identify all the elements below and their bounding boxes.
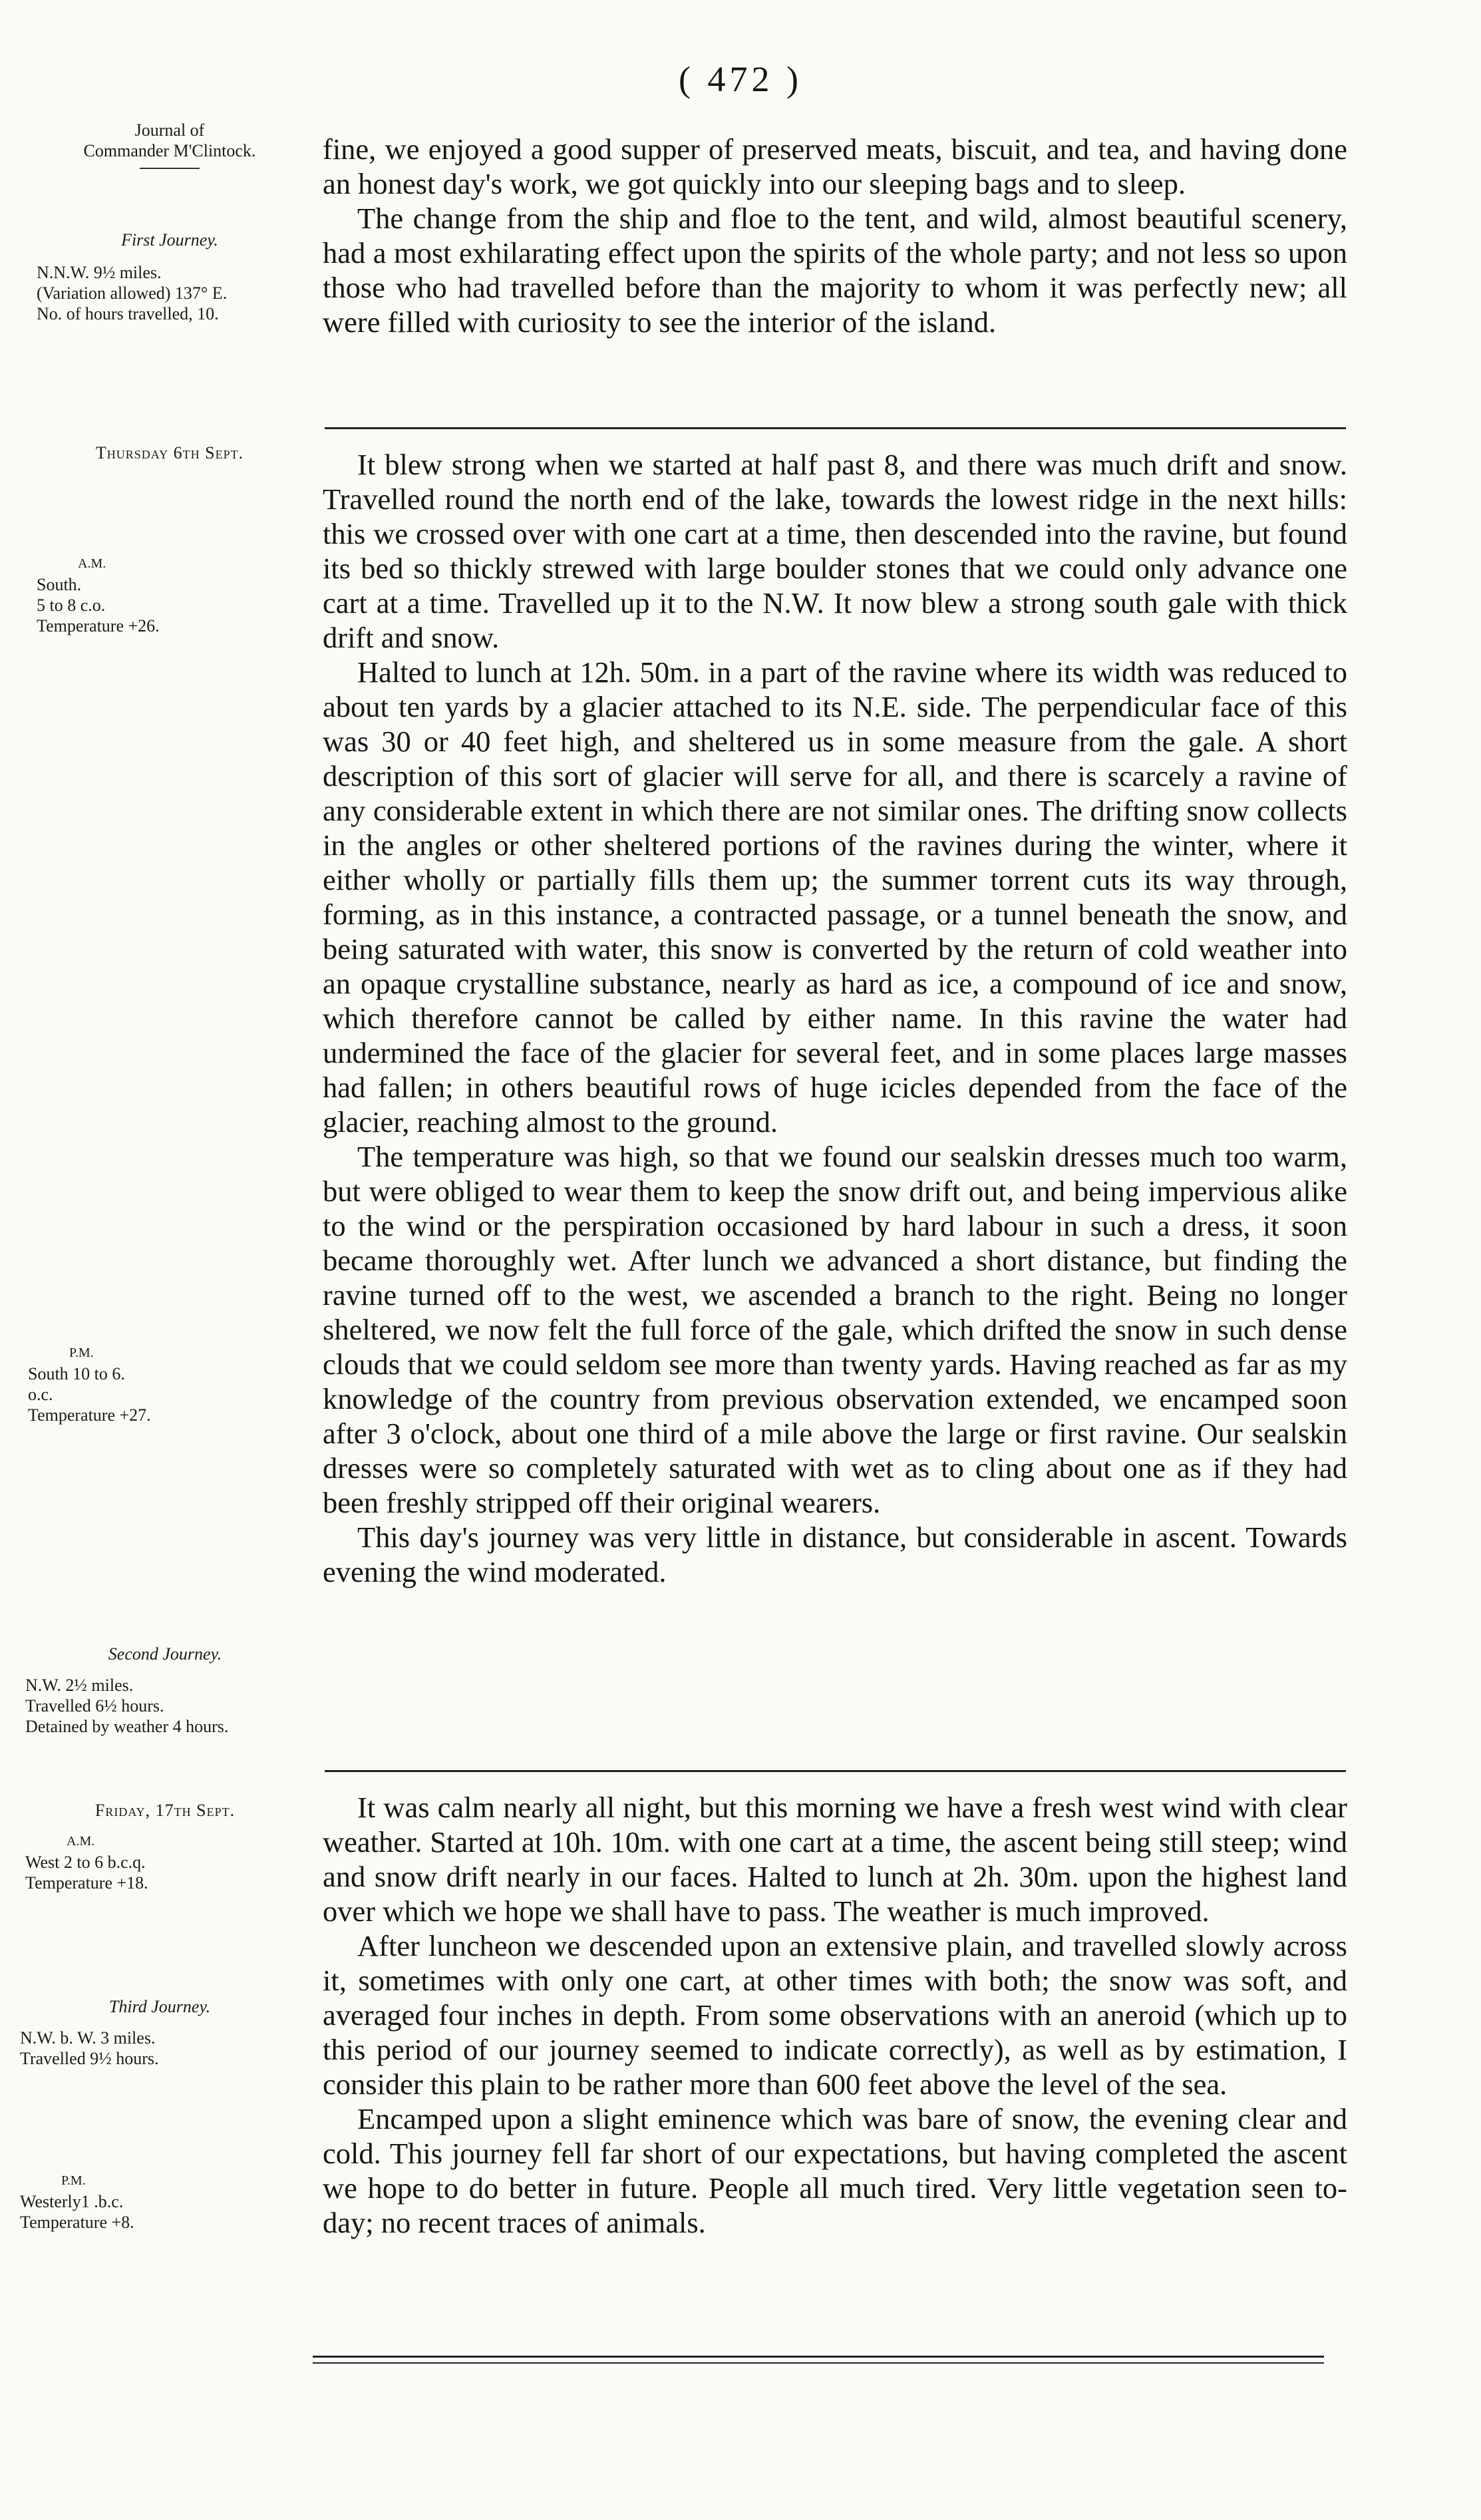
weather-line: South 10 to 6.: [28, 1364, 125, 1383]
paragraph: Halted to lunch at 12h. 50m. in a part of the ravine where its width was reduced to about ten yards by a glacier attached to its N.E. side. The perpendicular face of this was 30 or 40 feet high, and sheltered us in some measure from the gale. A short description of this sort of glacier will serve for all, and there is scarcely a ravine of any considerable extent in which there are not similar ones. The drifting snow collects in the angles or other sheltered portions of the ravines during the winter, where it either wholly or partially fills them up; the summer torrent cuts its way through, forming, as in this instance, a contracted passage, or a tunnel beneath the snow, and being saturated with water, this snow is converted by the return of cold weather into an opaque crystalline substance, nearly as hard as ice, a compound of ice and snow, which therefore cannot be called by either name. In this ravine the water had undermined the face of the glacier for several feet, and in some places large masses had fallen; in others beautiful rows of huge icicles depended from the face of the glacier, reaching almost to the ground.: [323, 655, 1347, 1139]
weather-line: Temperature +18.: [25, 1873, 148, 1892]
pm-label: P.M.: [69, 1346, 94, 1360]
section-divider: [313, 2356, 1324, 2358]
paragraph: Encamped upon a slight eminence which was bare of snow, the evening clear and cold. This journey fell far short of our expectations, but having completed the ascent we hope to do better in future. People all much tired. Very little vegetation seen to-day; no recent traces of animals.: [323, 2102, 1347, 2239]
paragraph: The temperature was high, so that we found our sealskin dresses much too warm, but were obliged to wear them to keep the snow drift out, and being impervious alike to the wind or the perspiration occasioned by hard labour in such a dress, it soon became thoroughly wet. After lunch we advanced a short distance, but finding the ravine turned off to the west, we ascended a branch to the right. Being no longer sheltered, we now felt the full force of the gale, which drifted the snow in such dense clouds that we could seldom see more than twenty yards. Having reached as far as my knowledge of the country from previous observation extended, we encamped soon after 3 o'clock, about one third of a mile above the large or first ravine. Our sealskin dresses were so completely saturated with wet as to cling about one as if they had been freshly stripped off their original wearers.: [323, 1140, 1347, 1519]
paragraph: This day's journey was very little in distance, but considerable in ascent. Towards evening the wind moderated.: [323, 1521, 1347, 1588]
second-journey-line: N.W. 2½ miles.: [25, 1676, 134, 1695]
margin-friday-date: [25, 1800, 305, 1821]
second-journey-heading: Second Journey.: [108, 1644, 222, 1664]
weather-line: Temperature +8.: [20, 2213, 134, 2232]
journal-title: Journal of: [134, 120, 205, 140]
margin-first-journey: [37, 230, 303, 324]
third-journey-line: N.W. b. W. 3 miles.: [20, 2028, 156, 2048]
weather-line: Temperature +26.: [37, 616, 160, 635]
second-journey-line: Detained by weather 4 hours.: [25, 1717, 229, 1736]
section-divider: [325, 427, 1346, 429]
section-divider: [325, 1770, 1346, 1772]
thursday-date: Thursday 6th Sept.: [95, 443, 244, 462]
body-section-3: [323, 1790, 1347, 2240]
paragraph: The change from the ship and floe to the tent, and wild, almost beautiful scenery, had a most exhilarating effect upon the spirits of the whole party; and not less so upon those who had travelled before than the majority to whom it was perfectly new; all were filled with curiosity to see the interior of the island.: [323, 202, 1347, 339]
am-label: A.M.: [78, 556, 106, 571]
first-journey-line: N.N.W. 9½ miles.: [37, 263, 162, 282]
margin-friday-pm: [20, 2171, 299, 2233]
weather-line: Temperature +27.: [28, 1405, 151, 1425]
body-section-2: [323, 447, 1347, 1589]
paragraph: After luncheon we descended upon an extensive plain, and travelled slowly across it, sometimes with only one cart, at other times with both; the snow was soft, and averaged four inches in depth. From some observations with an aneroid (which up to this period of our journey seemed to indicate correctly), as well as by estimation, I consider this plain to be rather more than 600 feet above the level of the sea.: [323, 1929, 1347, 2101]
margin-divider: [140, 168, 200, 169]
paragraph: fine, we enjoyed a good supper of preserved meats, biscuit, and tea, and having done an honest day's work, we got quickly into our sleeping bags and to sleep.: [323, 132, 1347, 200]
am-label: A.M.: [67, 1834, 95, 1849]
weather-line: o.c.: [28, 1385, 53, 1404]
weather-line: 5 to 8 c.o.: [37, 596, 106, 615]
page-number: ( 472 ): [679, 59, 802, 99]
weather-line: South.: [37, 575, 82, 594]
paragraph: It was calm nearly all night, but this morning we have a fresh west wind with clear weather. Started at 10h. 10m. with one cart at a time, the ascent being still steep; wind and snow drift nearly in our faces. Halted to lunch at 2h. 30m. upon the highest land over which we hope we shall have to pass. The weather is much improved.: [323, 1791, 1347, 1928]
first-journey-heading: First Journey.: [121, 230, 218, 250]
third-journey-line: Travelled 9½ hours.: [20, 2049, 159, 2068]
margin-friday-am: [25, 1831, 305, 1893]
weather-line: Westerly1 .b.c.: [20, 2192, 124, 2211]
margin-journal-header: [37, 120, 303, 169]
margin-thursday-am: [37, 554, 303, 636]
margin-thursday-date: [37, 443, 303, 463]
first-journey-line: No. of hours travelled, 10.: [37, 304, 219, 323]
section-divider: [313, 2362, 1324, 2364]
margin-second-journey: [25, 1644, 305, 1737]
weather-line: West 2 to 6 b.c.q.: [25, 1853, 146, 1872]
paragraph: It blew strong when we started at half past 8, and there was much drift and snow. Travelled round the north end of the lake, towards the lowest ridge in the next hills: this we crossed over with one cart at a time, then descended into the ravine, but found its bed so thickly strewed with large boulder stones that we could only advance one cart at a time. Travelled up it to the N.W. It now blew a strong south gale with thick drift and snow.: [323, 448, 1347, 654]
pm-label: P.M.: [61, 2173, 86, 2188]
third-journey-heading: Third Journey.: [108, 1997, 211, 2016]
first-journey-line: (Variation allowed) 137° E.: [37, 283, 228, 303]
margin-thursday-pm: [28, 1343, 294, 1425]
margin-third-journey: [20, 1996, 299, 2069]
second-journey-line: Travelled 6½ hours.: [25, 1696, 164, 1715]
body-section-1: [323, 132, 1347, 339]
journal-author: Commander M'Clintock.: [83, 141, 256, 160]
friday-date: Friday, 17th Sept.: [94, 1801, 236, 1820]
